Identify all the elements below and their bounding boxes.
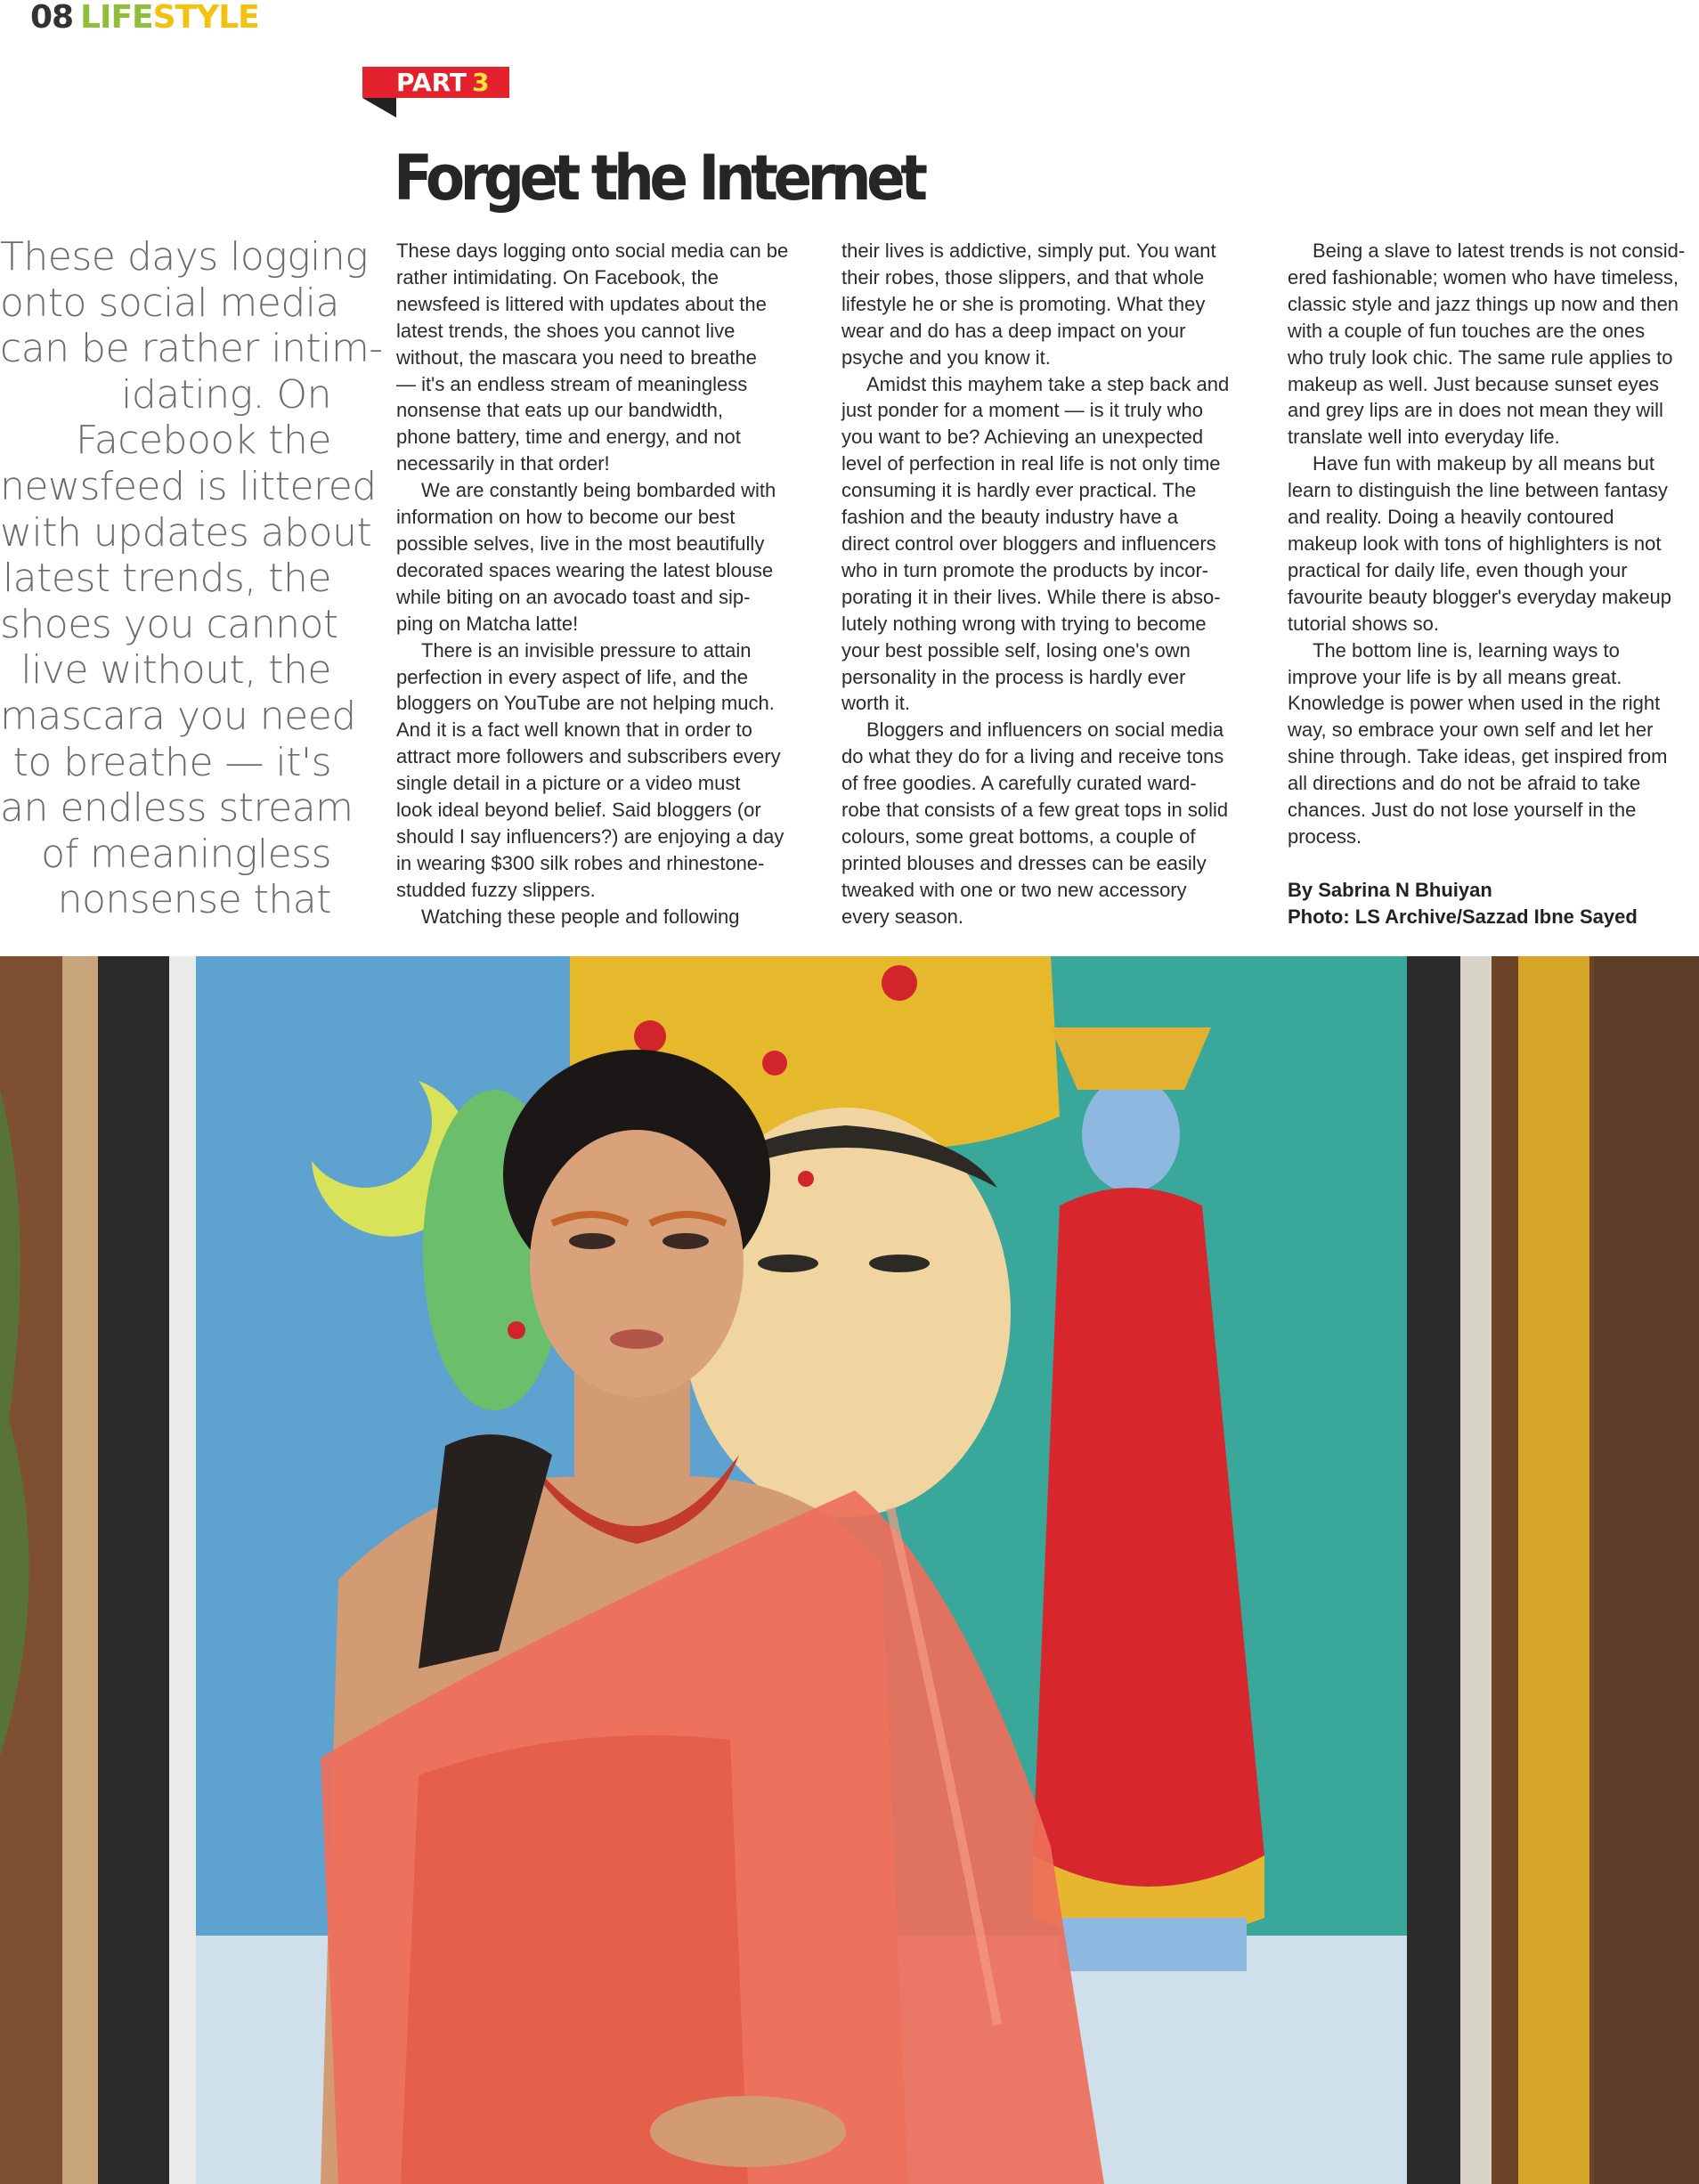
body-text-line: decorated spaces wearing the latest blouse <box>396 558 774 581</box>
section-title-life: LIFE <box>80 0 153 36</box>
pull-quote-line: of meaningless <box>41 831 331 877</box>
pull-quote-line: onto social media <box>0 280 339 326</box>
body-text-line: ping on Matcha latte! <box>396 612 579 635</box>
credits-gap <box>1288 850 1699 877</box>
body-text-line: who in turn promote the products by incor- <box>841 558 1209 581</box>
body-text-line: Have fun with makeup by all means but <box>1313 452 1654 475</box>
body-text-line: and grey lips are in does not mean they will <box>1288 399 1663 422</box>
part-label: PART <box>396 68 467 97</box>
body-text-line: studded fuzzy slippers. <box>396 878 596 901</box>
body-text-line: And it is a fact well known that in order to <box>396 719 752 742</box>
pull-quote-line: latest trends, the <box>2 556 331 602</box>
body-text-line: perfection in every aspect of life, and the <box>396 665 749 688</box>
body-text-line: tutorial shows so. <box>1288 612 1439 635</box>
feature-photo <box>0 956 1699 2184</box>
body-text-line: their lives is addictive, simply put. You want <box>841 240 1216 262</box>
pull-quote-line: an endless stream <box>0 785 354 832</box>
body-text-line: bloggers on YouTube are not helping much. <box>396 692 775 715</box>
pull-quote-line: live without, the <box>20 647 331 694</box>
part-number: 3 <box>472 68 490 97</box>
pull-quote-line: idating. On <box>121 371 331 418</box>
body-text-line: their robes, those slippers, and that whole <box>841 265 1205 288</box>
pull-quote-line: nonsense that <box>57 877 331 923</box>
body-text-line: lifestyle he or she is promoting. What they <box>841 292 1206 315</box>
body-text-line: rather intimidating. On Facebook, the <box>396 265 719 288</box>
pull-quote-line: These days logging <box>0 234 369 280</box>
body-text-line: fashion and the beauty industry have a <box>841 506 1178 529</box>
body-text-line: The bottom line is, learning ways to <box>1313 638 1620 662</box>
body-text-line: personality in the process is hardly ever <box>841 665 1186 688</box>
body-text-line: with a couple of fun touches are the ones <box>1288 319 1646 342</box>
body-text-line: necessarily in that order! <box>396 452 610 475</box>
article-column-1 <box>396 238 819 930</box>
body-text-line: way, so embrace your own self and let her <box>1288 719 1654 742</box>
pull-quote-line: shoes you cannot <box>0 601 338 647</box>
article-column-2 <box>841 238 1264 930</box>
body-text-line: learn to distinguish the line between fantasy <box>1288 479 1668 502</box>
body-text-line: chances. Just do not lose yourself in the <box>1288 799 1637 822</box>
body-text-line: single detail in a picture or a video must <box>396 772 741 795</box>
pull-quote-line: can be rather intim- <box>0 326 383 372</box>
body-text-line: porating it in their lives. While there is abso- <box>841 585 1221 608</box>
body-text-line: process. <box>1288 824 1362 848</box>
body-text-line: makeup as well. Just because sunset eyes <box>1288 372 1660 395</box>
body-text-line: Knowledge is power when used in the right <box>1288 692 1661 715</box>
body-text-line: of free goodies. A carefully curated ward- <box>841 772 1197 795</box>
body-text-line: possible selves, live in the most beautifully <box>396 532 765 555</box>
body-text-line: Watching these people and following <box>421 905 740 928</box>
body-text-line: consuming it is hardly ever practical. The <box>841 479 1197 502</box>
body-text-line: information on how to become our best <box>396 506 736 529</box>
body-text-line: phone battery, time and energy, and not <box>396 426 741 449</box>
pull-quote-line: newsfeed is littered <box>0 463 377 509</box>
body-text-line: — it's an endless stream of meaningless <box>396 372 748 395</box>
body-text-line: should I say influencers?) are enjoying a day <box>396 824 784 848</box>
body-text-line: latest trends, the shoes you cannot live <box>396 319 736 342</box>
body-text-line: These days logging onto social media can be <box>396 240 789 262</box>
body-text-line: Being a slave to latest trends is not consid- <box>1313 240 1686 262</box>
body-text-line: We are constantly being bombarded with <box>421 479 776 502</box>
body-text-line: psyche and you know it. <box>841 345 1051 369</box>
body-text-line: lutely nothing wrong with trying to become <box>841 612 1207 635</box>
body-text-line: worth it. <box>841 692 911 715</box>
body-text-line: classic style and jazz things up now and then <box>1288 292 1679 315</box>
body-text-line: and reality. Doing a heavily contoured <box>1288 506 1614 529</box>
body-text-line: direct control over bloggers and influencers <box>841 532 1216 555</box>
pull-quote-line: mascara you need <box>0 693 356 739</box>
body-text-line: in wearing $300 silk robes and rhinestone- <box>396 851 765 874</box>
section-title-style: STYLE <box>152 0 259 36</box>
body-text-line: wear and do has a deep impact on your <box>841 319 1186 342</box>
body-text-line: level of perfection in real life is not only time <box>841 452 1221 475</box>
body-text-line: Amidst this mayhem take a step back and <box>866 372 1230 395</box>
byline: By Sabrina N Bhuiyan <box>1288 878 1492 901</box>
body-text-line: who truly look chic. The same rule applies to <box>1288 345 1673 369</box>
body-text-line: attract more followers and subscribers every <box>396 745 781 768</box>
body-text-line: improve your life is by all means great. <box>1288 665 1622 688</box>
masthead <box>30 0 259 36</box>
article-column-3 <box>1288 238 1699 930</box>
body-text-line: your best possible self, losing one's own <box>841 638 1191 662</box>
part-tag-fold <box>362 98 396 118</box>
body-text-line: tweaked with one or two new accessory <box>841 878 1187 901</box>
body-text-line: There is an invisible pressure to attain <box>421 638 752 662</box>
body-text-line: just ponder for a moment — is it truly who <box>841 399 1203 422</box>
body-text-line: without, the mascara you need to breathe <box>396 345 757 369</box>
body-text-line: translate well into everyday life. <box>1288 426 1560 449</box>
body-text-line: nonsense that eats up our bandwidth, <box>396 399 723 422</box>
body-text-line: look ideal beyond belief. Said bloggers (or <box>396 799 761 822</box>
body-text-line: you want to be? Achieving an unexpected <box>841 426 1204 449</box>
body-text-line: while biting on an avocado toast and sip- <box>396 585 751 608</box>
part-tag <box>362 67 509 98</box>
body-text-line: all directions and do not be afraid to take <box>1288 772 1641 795</box>
body-text-line: colours, some great bottoms, a couple of <box>841 824 1196 848</box>
body-text-line: every season. <box>841 905 963 928</box>
body-text-line: Bloggers and influencers on social media <box>866 719 1224 742</box>
body-text-line: do what they do for a living and receive tons <box>841 745 1224 768</box>
body-text-line: favourite beauty blogger's everyday makeup <box>1288 585 1672 608</box>
body-text-line: printed blouses and dresses can be easily <box>841 851 1207 874</box>
body-text-line: robe that consists of a few great tops in solid <box>841 799 1229 822</box>
photo-credit: Photo: LS Archive/Sazzad Ibne Sayed <box>1288 905 1638 928</box>
pull-quote <box>0 234 383 923</box>
article-headline: Forget the Internet <box>394 142 923 215</box>
page-number: 08 <box>30 0 74 36</box>
body-text-line: newsfeed is littered with updates about the <box>396 292 767 315</box>
pull-quote-line: to breathe — it's <box>12 739 331 785</box>
body-text-line: practical for daily life, even though your <box>1288 558 1628 581</box>
body-text-line: shine through. Take ideas, get inspired from <box>1288 745 1668 768</box>
pull-quote-line: with updates about <box>0 509 372 556</box>
column-3-body <box>1288 238 1699 850</box>
pull-quote-line: Facebook the <box>76 418 331 464</box>
body-text-line: makeup look with tons of highlighters is not <box>1288 532 1662 555</box>
body-text-line: ered fashionable; women who have timeless, <box>1288 265 1679 288</box>
